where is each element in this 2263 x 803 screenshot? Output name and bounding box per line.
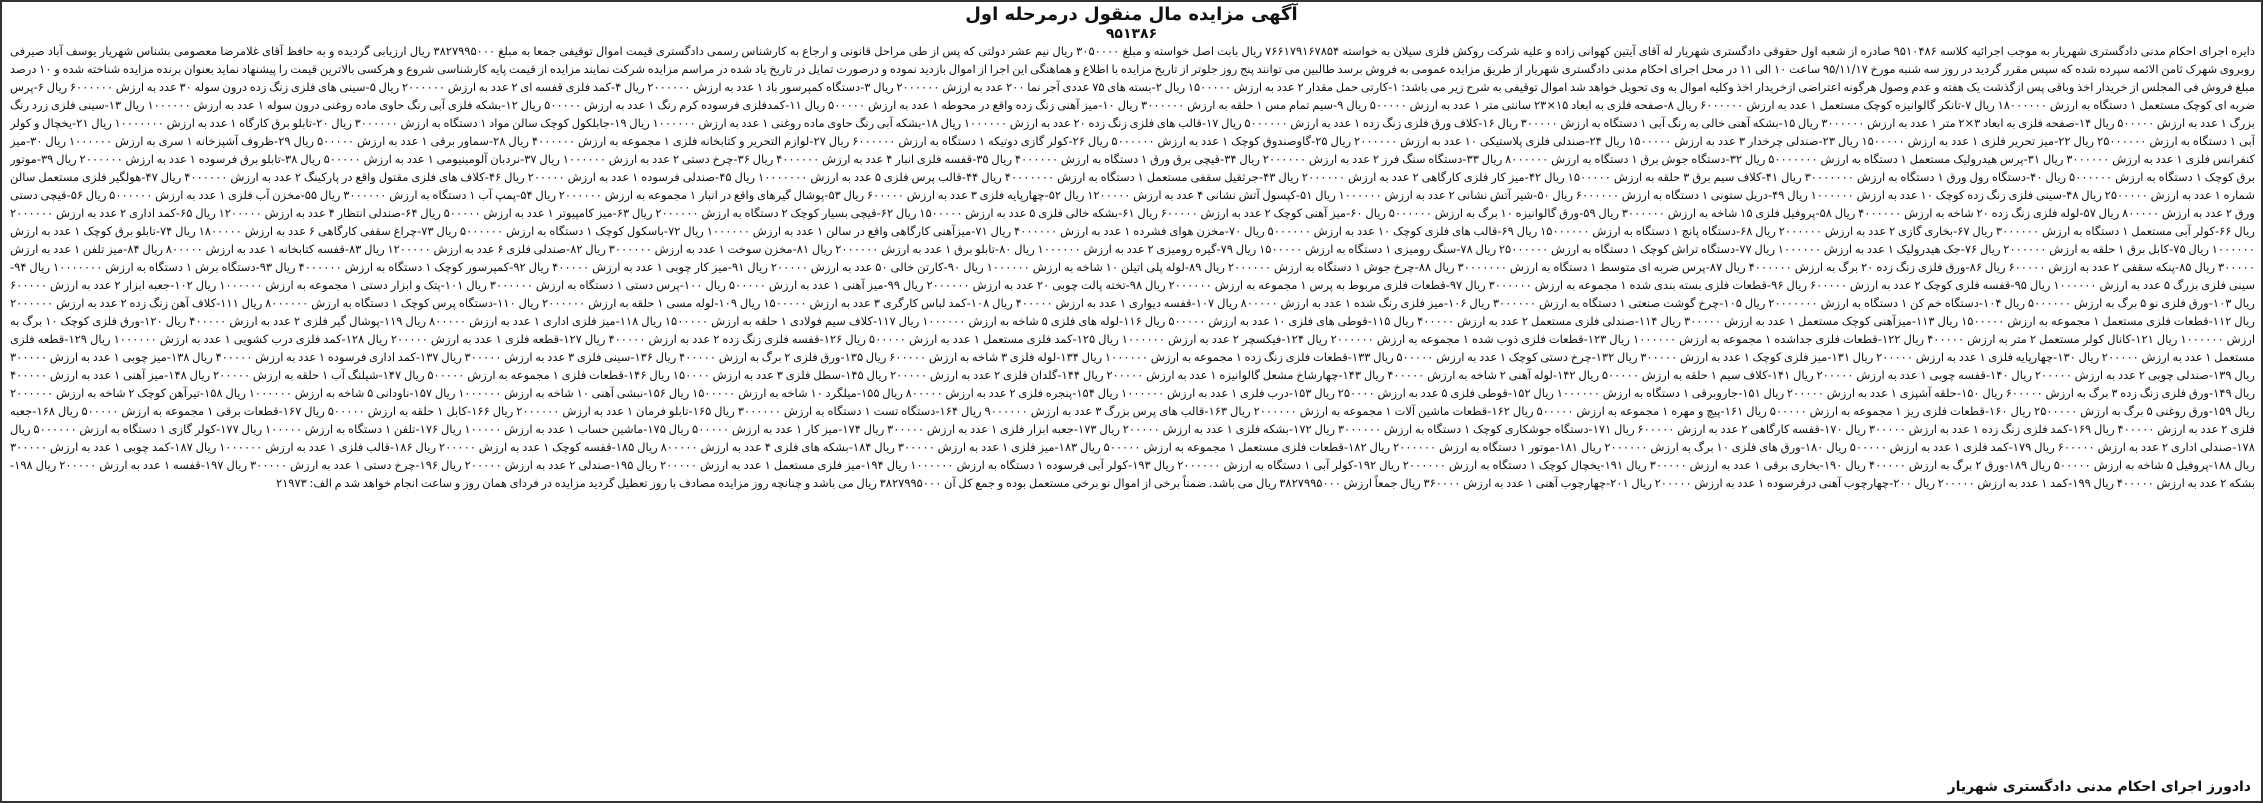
- notice-number: ۹۵۱۳۸۶: [1105, 26, 1158, 42]
- notice-closing: ضمناً برخی از اموال نو برخی مستعمل بوده و جمع کل آن ۳۸۲۷۹۹۵۰۰۰ ریال می باشد و چنانچه روز مزایده مصادف با روز تعطیل گردید مزایده در فردای همان روز و ساعت انجام خواهد شد م الف: ۲۱۹۷۳: [275, 476, 1207, 490]
- notice-body: [10, 42, 2255, 762]
- notice-heading: [2, 4, 2261, 42]
- notice-signature: دادورز اجرای احکام مدنی دادگستری شهریار: [1947, 779, 2251, 795]
- notice-intro: دایره اجرای احکام مدنی دادگستری شهریار به موجب اجرائیه کلاسه ۹۵۱۰۴۸۶ صادره از شعبه اول حقوقی دادگستری شهریار له آقای آیتین کهوانی زاده و علیه شرکت روکش فلزی سیلان به خواسته ۷۶۶۱۷۹۱۶۷۸۵۴ ریال بابت اصل خواسته و مبلغ ۳۰۵۰۰۰۰ ریال نیم عشر دولتی که پس از طی مراحل قانونی و ارجاع به کارشناس رسمی دادگستری قیمت اموال توقیفی جمعا به مبلغ ۳۸۲۷۹۹۵۰۰۰ ریال ارزیابی گردیده و به حافظ آقای غلامرضا معصومی بشناس شهریار یوسف آباد صیرفی روبروی شهرک ثامن الائمه سپرده شده که سپس مقرر گردید در روز سه شنبه مورخ ۹۵/۱۱/۱۷ ساعت ۱۰ الی ۱۱ در محل اجرای احکام مدنی دادگستری شهریار از طریق مزایده عمومی به فروش برسد طالبین می توانند پنج روز جلوتر از تاریخ مزایده با اطلاع و هماهنگی این اجرا از اموال بازدید نموده و درصورت تمایل در تاریخ یاد شده در مراسم مزایده شرکت نمایند مزایده از قیمت پایه کارشناسی شروع و هرکسی بالاترین قیمت را پیشنهاد نماید بعنوان برنده مزایده شناخته شده و ۱۰ درصد مبلغ فروش فی المجلس از خریدار اخذ وباقی پس ازگذشت یک هفته و عدم وصول هرگونه اعتراضی ازخریدار اخذ وکلیه اموال به وی تحویل خواهد شد اموال توقیفی به شرح زیر می باشد:: [10, 44, 2255, 94]
- notice-title: آگهی مزایده مال منقول درمرحله اول: [965, 4, 1298, 25]
- notice-items: ۱-کارتی حمل مقدار ۲ عدد به ارزش ۱۵۰۰۰۰۰ ریال ۲-بسته های ۷۵ عددی آجر نما ۲۰۰ عدد به ارزش ۲۰۰۰۰۰۰ ریال ۳-دستگاه کمپرسور باد ۱ عدد به ارزش ۲۰۰۰۰۰۰ ریال ۴-کمد فلزی قفسه ای ۲ عدد به ارزش ۲۰۰۰۰۰۰ ریال ۵-سینی های فلزی زنگ زده درون سوله ۳۰ عدد به ارزش ۶۰۰۰۰۰۰ ریال ۶-پرس ضربه ای کوچک مستعمل ۱ دستگاه به ارزش ۱۸۰۰۰۰۰۰ ریال ۷-تانکر گالوانیزه کوچک مستعمل ۱ عدد به ارزش ۶۰۰۰۰۰۰ ریال ۸-صفحه فلزی به ابعاد ۱۵×۲۳ سانتی متر ۱ عدد به ارزش ۵۰۰۰۰۰ ریال ۹-سیم تمام مس ۱ حلقه به ارزش ۳۰۰۰۰۰۰ ریال ۱۰-میز آهنی زنگ زده واقع در محوطه ۱ عدد به ارزش ۵۰۰۰۰۰ ریال ۱۱-کمدفلزی فرسوده کرم رنگ ۱ عدد به ارزش ۵۰۰۰۰۰ ریال ۱۲-بشکه فلزی آبی رنگ حاوی ماده روغنی درون سوله ۱ عدد به ارزش ۱۰۰۰۰۰۰ ریال ۱۳-سینی فلزی زرد رنگ بزرگ ۱ عدد به ارزش ۵۰۰۰۰۰ ریال ۱۴-صفحه فلزی به ابعاد ۳×۲ متر ۱ عدد به ارزش ۳۰۰۰۰۰۰ ریال ۱۵-بشکه آهنی خالی به رنگ آبی ۱ دستگاه به ارزش ۳۰۰۰۰۰ ریال ۱۶-کلاف ورق فلزی زنگ زده ۱ عدد به ارزش ۵۰۰۰۰۰۰ ریال ۱۷-قالب های فلزی زنگ زده ۲۰ عدد به ارزش ۱۰۰۰۰۰۰ ریال ۱۸-بشکه آبی رنگ حاوی ماده روغنی ۱ عدد به ارزش ۱۰۰۰۰۰۰ ریال ۱۹-جابلکول کوچک سالن مواد ۱ دستگاه به ارزش ۳۰۰۰۰۰۰ ریال ۲۰-تابلو برق کارگاه ۱ عدد به ارزش ۱۰۰۰۰۰۰۰ ریال ۲۱-یخچال و کولر آبی ۱ دستگاه به ارزش ۲۵۰۰۰۰۰۰ ریال ۲۲-میز تحریر فلزی ۱ عدد به ارزش ۱۵۰۰۰۰۰ ریال ۲۳-صندلی چرخدار ۳ عدد به ارزش ۱۵۰۰۰۰۰ ریال ۲۴-صندلی فلزی پلاستیکی ۱۰ عدد به ارزش ۲۰۰۰۰۰۰ ریال ۲۵-گاوصندوق کوچک ۱ عدد به ارزش ۵۰۰۰۰۰۰ ریال ۲۶-کولر گازی دوتیکه ۱ دستگاه به ارزش ۶۰۰۰۰۰۰ ریال ۲۷-لوازم التحریر و کتابخانه فلزی ۱ مجموعه به ارزش ۴۰۰۰۰۰۰ ریال ۲۸-سماور برقی ۱ عدد به ارزش ۵۰۰۰۰۰ ریال ۲۹-ظروف آشپزخانه ۱ سری به ارزش ۱۰۰۰۰۰۰ ریال ۳۰-میز کنفرانس فلزی ۱ عدد به ارزش ۳۰۰۰۰۰۰ ریال ۳۱-پرس هیدرولیک مستعمل ۱ دستگاه به ارزش ۵۰۰۰۰۰۰۰ ریال ۳۲-دستگاه جوش برق ۱ دستگاه به ارزش ۸۰۰۰۰۰۰ ریال ۳۳-دستگاه سنگ فرز ۲ عدد به ارزش ۲۰۰۰۰۰۰ ریال ۳۴-قیچی برق ورق ۱ دستگاه به ارزش ۴۰۰۰۰۰۰ ریال ۳۵-قفسه فلزی انبار ۴ عدد به ارزش ۴۰۰۰۰۰۰ ریال ۳۶-چرخ دستی ۲ عدد به ارزش ۱۰۰۰۰۰۰ ریال ۳۷-نردبان آلومینیومی ۱ عدد به ارزش ۵۰۰۰۰۰ ریال ۳۸-تابلو برق فرسوده ۱ عدد به ارزش ۲۰۰۰۰۰۰ ریال ۳۹-موتور برق کوچک ۱ دستگاه به ارزش ۵۰۰۰۰۰۰ ریال ۴۰-دستگاه رول ورق ۱ دستگاه به ارزش ۳۰۰۰۰۰۰۰ ریال ۴۱-کلاف سیم برق ۳ حلقه به ارزش ۱۵۰۰۰۰۰ ریال ۴۲-میز کار فلزی کارگاهی ۲ عدد به ارزش ۲۰۰۰۰۰۰ ریال ۴۳-جرثقیل سقفی مستعمل ۱ دستگاه به ارزش ۴۰۰۰۰۰۰۰ ریال ۴۴-قالب پرس فلزی ۵ عدد به ارزش ۱۰۰۰۰۰۰۰ ریال ۴۵-صندلی فرسوده ۱ عدد به ارزش ۲۰۰۰۰۰ ریال ۴۶-کلاف های فلزی مقتول واقع در پارکینگ ۲ عدد به ارزش ۴۰۰۰۰۰۰ ریال ۴۷-هولگیر فلزی مستعمل سالن شماره ۱ عدد به ارزش ۲۵۰۰۰۰۰ ریال ۴۸-سینی فلزی زنگ زده کوچک ۱۰ عدد به ارزش ۱۰۰۰۰۰۰ ریال ۴۹-دریل ستونی ۱ دستگاه به ارزش ۶۰۰۰۰۰۰ ریال ۵۰-شیر آتش نشانی ۲ عدد به ارزش ۱۰۰۰۰۰۰ ریال ۵۱-کپسول آتش نشانی ۴ عدد به ارزش ۱۲۰۰۰۰۰ ریال ۵۲-چهارپایه فلزی ۳ عدد به ارزش ۶۰۰۰۰۰ ریال ۵۳-پوشال گیرهای واقع در انبار ۱ مجموعه به ارزش ۲۰۰۰۰۰۰ ریال ۵۴-پمپ آب ۱ دستگاه به ارزش ۳۰۰۰۰۰۰ ریال ۵۵-مخزن آب فلزی ۱ عدد به ارزش ۵۰۰۰۰۰۰ ریال ۵۶-قیچی دستی ورق ۲ عدد به ارزش ۸۰۰۰۰۰ ریال ۵۷-لوله فلزی زنگ زده ۲۰ شاخه به ارزش ۴۰۰۰۰۰۰ ریال ۵۸-پروفیل فلزی ۱۵ شاخه به ارزش ۳۰۰۰۰۰۰ ریال ۵۹-ورق گالوانیزه ۱۰ برگ به ارزش ۵۰۰۰۰۰۰ ریال ۶۰-میز آهنی کوچک ۲ عدد به ارزش ۶۰۰۰۰۰ ریال ۶۱-بشکه خالی فلزی ۵ عدد به ارزش ۱۵۰۰۰۰۰ ریال ۶۲-قیچی بسیار کوچک ۲ دستگاه به ارزش ۲۰۰۰۰۰۰ ریال ۶۳-میز کامپیوتر ۱ عدد به ارزش ۵۰۰۰۰۰ ریال ۶۴-صندلی انتظار ۴ عدد به ارزش ۱۲۰۰۰۰۰ ریال ۶۵-کمد اداری ۲ عدد به ارزش ۲۰۰۰۰۰۰ ریال ۶۶-کولر آبی مستعمل ۱ دستگاه به ارزش ۳۰۰۰۰۰۰ ریال ۶۷-بخاری گازی ۲ عدد به ارزش ۲۰۰۰۰۰۰ ریال ۶۸-دستگاه پانچ ۱ دستگاه به ارزش ۱۵۰۰۰۰۰۰ ریال ۶۹-قالب های فلزی کوچک ۱۰ عدد به ارزش ۵۰۰۰۰۰۰ ریال ۷۰-مخزن هوای فشرده ۱ عدد به ارزش ۴۰۰۰۰۰۰ ریال ۷۱-میزآهنی کارگاهی واقع در سالن ۱ عدد به ارزش ۱۰۰۰۰۰۰ ریال ۷۲-باسکول کوچک ۱ دستگاه به ارزش ۵۰۰۰۰۰۰ ریال ۷۳-چراغ سقفی کارگاهی ۶ عدد به ارزش ۱۸۰۰۰۰۰ ریال ۷۴-تابلو برق کوچک ۱ عدد به ارزش ۱۰۰۰۰۰۰ ریال ۷۵-کابل برق ۱ حلقه به ارزش ۲۰۰۰۰۰۰ ریال ۷۶-جک هیدرولیک ۱ عدد به ارزش ۱۰۰۰۰۰۰ ریال ۷۷-دستگاه تراش کوچک ۱ دستگاه به ارزش ۲۵۰۰۰۰۰۰ ریال ۷۸-سنگ رومیزی ۱ دستگاه به ارزش ۱۵۰۰۰۰۰ ریال ۷۹-گیره رومیزی ۲ عدد به ارزش ۱۰۰۰۰۰۰ ریال ۸۰-تابلو برق ۱ عدد به ارزش ۲۰۰۰۰۰۰ ریال ۸۱-مخزن سوخت ۱ عدد به ارزش ۳۰۰۰۰۰۰ ریال ۸۲-صندلی فلزی ۶ عدد به ارزش ۱۲۰۰۰۰۰ ریال ۸۳-قفسه کتابخانه ۱ عدد به ارزش ۸۰۰۰۰۰ ریال ۸۴-میز تلفن ۱ عدد به ارزش ۳۰۰۰۰۰ ریال ۸۵-پنکه سقفی ۲ عدد به ارزش ۶۰۰۰۰۰ ریال ۸۶-ورق فلزی زنگ زده ۲۰ برگ به ارزش ۴۰۰۰۰۰۰ ریال ۸۷-پرس ضربه ای متوسط ۱ دستگاه به ارزش ۳۰۰۰۰۰۰۰ ریال ۸۸-چرخ جوش ۱ دستگاه به ارزش ۲۰۰۰۰۰۰ ریال ۸۹-لوله پلی اتیلن ۱۰ شاخه به ارزش ۱۰۰۰۰۰۰ ریال ۹۰-کارتن خالی ۵۰ عدد به ارزش ۲۰۰۰۰۰ ریال ۹۱-میز کار چوبی ۱ عدد به ارزش ۴۰۰۰۰۰ ریال ۹۲-کمپرسور کوچک ۱ دستگاه به ارزش ۴۰۰۰۰۰۰ ریال ۹۳-دستگاه برش ۱ دستگاه به ارزش ۱۰۰۰۰۰۰۰ ریال ۹۴-سینی فلزی بزرگ ۵ عدد به ارزش ۱۰۰۰۰۰۰ ریال ۹۵-قفسه فلزی کوچک ۲ عدد به ارزش ۶۰۰۰۰۰ ریال ۹۶-قطعات فلزی بسته بندی شده ۱ مجموعه به ارزش ۳۰۰۰۰۰۰ ریال ۹۷-قطعات فلزی مربوط به پرس ۱ مجموعه به ارزش ۲۰۰۰۰۰۰ ریال ۹۸-تخته پالت چوبی ۲۰ عدد به ارزش ۲۰۰۰۰۰۰ ریال ۹۹-میز آهنی ۱ عدد به ارزش ۵۰۰۰۰۰ ریال ۱۰۰-پرس دستی ۱ دستگاه به ارزش ۳۰۰۰۰۰۰ ریال ۱۰۱-پتک و ابزار دستی ۱ مجموعه به ارزش ۱۰۰۰۰۰۰ ریال ۱۰۲-جعبه ابزار ۲ عدد به ارزش ۶۰۰۰۰۰ ریال ۱۰۳-ورق فلزی نو ۵ برگ به ارزش ۵۰۰۰۰۰۰ ریال ۱۰۴-دستگاه خم کن ۱ دستگاه به ارزش ۲۰۰۰۰۰۰۰ ریال ۱۰۵-چرخ گوشت صنعتی ۱ دستگاه به ارزش ۳۰۰۰۰۰۰ ریال ۱۰۶-میز فلزی رنگ شده ۱ عدد به ارزش ۸۰۰۰۰۰ ریال ۱۰۷-قفسه دیواری ۱ عدد به ارزش ۴۰۰۰۰۰ ریال ۱۰۸-کمد لباس کارگری ۳ عدد به ارزش ۱۵۰۰۰۰۰ ریال ۱۰۹-لوله مسی ۱ حلقه به ارزش ۲۰۰۰۰۰۰ ریال ۱۱۰-دستگاه پرس کوچک ۱ دستگاه به ارزش ۸۰۰۰۰۰۰ ریال ۱۱۱-کلاف آهن زنگ زده ۲ عدد به ارزش ۲۰۰۰۰۰۰ ریال ۱۱۲-قطعات فلزی مستعمل ۱ مجموعه به ارزش ۱۵۰۰۰۰۰ ریال ۱۱۳-میزآهنی کوچک مستعمل ۱ عدد به ارزش ۳۰۰۰۰۰ ریال ۱۱۴-صندلی فلزی مستعمل ۲ عدد به ارزش ۴۰۰۰۰۰ ریال ۱۱۵-قوطی های فلزی ۱۰ عدد به ارزش ۵۰۰۰۰۰ ریال ۱۱۶-لوله های فلزی ۵ شاخه به ارزش ۱۰۰۰۰۰۰ ریال ۱۱۷-کلاف سیم فولادی ۱ حلقه به ارزش ۱۵۰۰۰۰۰ ریال ۱۱۸-میز فلزی اداری ۱ عدد به ارزش ۸۰۰۰۰۰ ریال ۱۱۹-پوشال گیر فلزی ۲ عدد به ارزش ۴۰۰۰۰۰ ریال ۱۲۰-ورق فلزی کوچک ۱۰ برگ به ارزش ۱۰۰۰۰۰۰ ریال ۱۲۱-کانال کولر مستعمل ۲ متر به ارزش ۴۰۰۰۰۰ ریال ۱۲۲-قطعات فلزی جداشده ۱ مجموعه به ارزش ۱۰۰۰۰۰۰ ریال ۱۲۳-قطعات فلزی ذوب شده ۱ مجموعه به ارزش ۲۰۰۰۰۰۰ ریال ۱۲۴-فیکسچر ۲ عدد به ارزش ۱۰۰۰۰۰۰ ریال ۱۲۵-کمد فلزی مستعمل ۱ عدد به ارزش ۵۰۰۰۰۰ ریال ۱۲۶-قفسه فلزی زنگ زده ۲ عدد به ارزش ۴۰۰۰۰۰ ریال ۱۲۷-قطعه فلزی ۱ عدد به ارزش ۲۰۰۰۰۰ ریال ۱۲۸-کمد فلزی درب کشویی ۱ عدد به ارزش ۱۰۰۰۰۰۰ ریال ۱۲۹-قطعه فلزی مستعمل ۱ عدد به ارزش ۲۰۰۰۰۰ ریال ۱۳۰-چهارپایه فلزی ۱ عدد به ارزش ۲۰۰۰۰۰ ریال ۱۳۱-میز فلزی کوچک ۱ عدد به ارزش ۳۰۰۰۰۰ ریال ۱۳۲-چرخ دستی کوچک ۱ عدد به ارزش ۵۰۰۰۰۰ ریال ۱۳۳-قطعات فلزی زنگ زده ۱ مجموعه به ارزش ۱۰۰۰۰۰۰ ریال ۱۳۴-لوله فلزی ۳ شاخه به ارزش ۶۰۰۰۰۰ ریال ۱۳۵-ورق فلزی ۲ برگ به ارزش ۴۰۰۰۰۰ ریال ۱۳۶-سینی فلزی ۳ عدد به ارزش ۳۰۰۰۰۰ ریال ۱۳۷-کمد اداری فرسوده ۱ عدد به ارزش ۴۰۰۰۰۰ ریال ۱۳۸-میز چوبی ۱ عدد به ارزش ۳۰۰۰۰۰ ریال ۱۳۹-صندلی چوبی ۲ عدد به ارزش ۲۰۰۰۰۰ ریال ۱۴۰-قفسه چوبی ۱ عدد به ارزش ۲۰۰۰۰۰ ریال ۱۴۱-کلاف سیم ۱ حلقه به ارزش ۵۰۰۰۰۰ ریال ۱۴۲-لوله آهنی ۲ شاخه به ارزش ۴۰۰۰۰۰ ریال ۱۴۳-چهارشاخ مشعل گالوانیزه ۱ عدد به ارزش ۲۰۰۰۰۰ ریال ۱۴۴-گلدان فلزی ۲ عدد به ارزش ۲۰۰۰۰۰ ریال ۱۴۵-سطل فلزی ۳ عدد به ارزش ۱۵۰۰۰۰ ریال ۱۴۶-قطعات فلزی ۱ مجموعه به ارزش ۵۰۰۰۰۰ ریال ۱۴۷-شیلنگ آب ۱ حلقه به ارزش ۲۰۰۰۰۰ ریال ۱۴۸-میز آهنی ۱ عدد به ارزش ۴۰۰۰۰۰ ریال ۱۴۹-ورق فلزی زنگ زده ۳ برگ به ارزش ۶۰۰۰۰۰ ریال ۱۵۰-حلقه آشپزی ۱ عدد به ارزش ۲۰۰۰۰۰ ریال ۱۵۱-جاروبرقی ۱ دستگاه به ارزش ۱۰۰۰۰۰۰ ریال ۱۵۲-قوطی فلزی ۵ عدد به ارزش ۲۵۰۰۰۰ ریال ۱۵۳-درب فلزی ۱ عدد به ارزش ۱۰۰۰۰۰۰ ریال ۱۵۴-پنجره فلزی ۲ عدد به ارزش ۸۰۰۰۰۰ ریال ۱۵۵-میلگرد ۱۰ شاخه به ارزش ۱۵۰۰۰۰۰ ریال ۱۵۶-نبشی آهنی ۱۰ شاخه به ارزش ۱۰۰۰۰۰۰ ریال ۱۵۷-ناودانی ۵ شاخه به ارزش ۱۰۰۰۰۰۰ ریال ۱۵۸-تیرآهن کوچک ۲ شاخه به ارزش ۲۰۰۰۰۰۰ ریال ۱۵۹-ورق روغنی ۵ برگ به ارزش ۲۵۰۰۰۰۰ ریال ۱۶۰-قطعات فلزی ریز ۱ مجموعه به ارزش ۵۰۰۰۰۰ ریال ۱۶۱-پیچ و مهره ۱ مجموعه به ارزش ۵۰۰۰۰۰ ریال ۱۶۲-قطعات ماشین آلات ۱ مجموعه به ارزش ۲۰۰۰۰۰۰ ریال ۱۶۳-قالب های پرس بزرگ ۳ عدد به ارزش ۹۰۰۰۰۰۰ ریال ۱۶۴-دستگاه تست ۱ دستگاه به ارزش ۳۰۰۰۰۰۰ ریال ۱۶۵-تابلو فرمان ۱ عدد به ارزش ۲۰۰۰۰۰۰ ریال ۱۶۶-کابل ۱ حلقه به ارزش ۵۰۰۰۰۰ ریال ۱۶۷-قطعات برقی ۱ مجموعه به ارزش ۵۰۰۰۰۰ ریال ۱۶۸-جعبه فلزی ۲ عدد به ارزش ۴۰۰۰۰۰ ریال ۱۶۹-کمد فلزی زنگ زده ۱ عدد به ارزش ۳۰۰۰۰۰ ریال ۱۷۰-قفسه کارگاهی ۲ عدد به ارزش ۶۰۰۰۰۰ ریال ۱۷۱-دستگاه جوشکاری کوچک ۱ دستگاه به ارزش ۳۰۰۰۰۰۰ ریال ۱۷۲-بشکه فلزی ۱ عدد به ارزش ۲۰۰۰۰۰ ریال ۱۷۳-جعبه ابزار فلزی ۱ عدد به ارزش ۳۰۰۰۰۰ ریال ۱۷۴-میز کار ۱ عدد به ارزش ۵۰۰۰۰۰ ریال ۱۷۵-ماشین حساب ۱ عدد به ارزش ۱۰۰۰۰۰ ریال ۱۷۶-تلفن ۱ دستگاه به ارزش ۱۰۰۰۰۰ ریال ۱۷۷-کولر گازی ۱ دستگاه به ارزش ۵۰۰۰۰۰۰ ریال ۱۷۸-صندلی اداری ۲ عدد به ارزش ۶۰۰۰۰۰ ریال ۱۷۹-کمد فلزی ۱ عدد به ارزش ۵۰۰۰۰۰ ریال ۱۸۰-ورق های فلزی ۱۰ برگ به ارزش ۲۰۰۰۰۰۰ ریال ۱۸۱-موتور ۱ دستگاه به ارزش ۲۰۰۰۰۰۰ ریال ۱۸۲-قطعات فلزی مستعمل ۱ مجموعه به ارزش ۵۰۰۰۰۰ ریال ۱۸۳-میز فلزی ۱ عدد به ارزش ۳۰۰۰۰۰ ریال ۱۸۴-بشکه های فلزی ۴ عدد به ارزش ۸۰۰۰۰۰ ریال ۱۸۵-قفسه کوچک ۱ عدد به ارزش ۲۰۰۰۰۰ ریال ۱۸۶-قالب فلزی ۱ عدد به ارزش ۱۰۰۰۰۰۰ ریال ۱۸۷-کمد چوبی ۱ عدد به ارزش ۳۰۰۰۰۰ ریال ۱۸۸-پروفیل ۵ شاخه به ارزش ۵۰۰۰۰۰ ریال ۱۸۹-ورق ۲ برگ به ارزش ۴۰۰۰۰۰ ریال ۱۹۰-بخاری برقی ۱ عدد به ارزش ۳۰۰۰۰۰ ریال ۱۹۱-یخچال کوچک ۱ دستگاه به ارزش ۲۰۰۰۰۰۰ ریال ۱۹۲-کولر آبی ۱ دستگاه به ارزش ۲۰۰۰۰۰۰ ریال ۱۹۳-کولر آبی فرسوده ۱ دستگاه به ارزش ۱۰۰۰۰۰۰ ریال ۱۹۴-میز فلزی مستعمل ۱ عدد به ارزش ۲۰۰۰۰۰ ریال ۱۹۵-صندلی ۲ عدد به ارزش ۲۰۰۰۰۰ ریال ۱۹۶-چرخ دستی ۱ عدد به ارزش ۳۰۰۰۰۰ ریال ۱۹۷-قفسه ۱ عدد به ارزش ۲۰۰۰۰۰ ریال ۱۹۸-بشکه ۲ عدد به ارزش ۴۰۰۰۰۰ ریال ۱۹۹-کمد ۱ عدد به ارزش ۲۰۰۰۰۰ ریال ۲۰۰-چهارچوب آهنی درفرسوده ۱ عدد به ارزش ۲۰۰۰۰۰ ریال ۲۰۱-چهارچوب آهنی ۱ عدد به ارزش ۳۶۰۰۰۰ ریال جمعاً ارزش ۳۸۲۷۹۹۵۰۰۰ ریال می باشد.: [10, 80, 2255, 490]
